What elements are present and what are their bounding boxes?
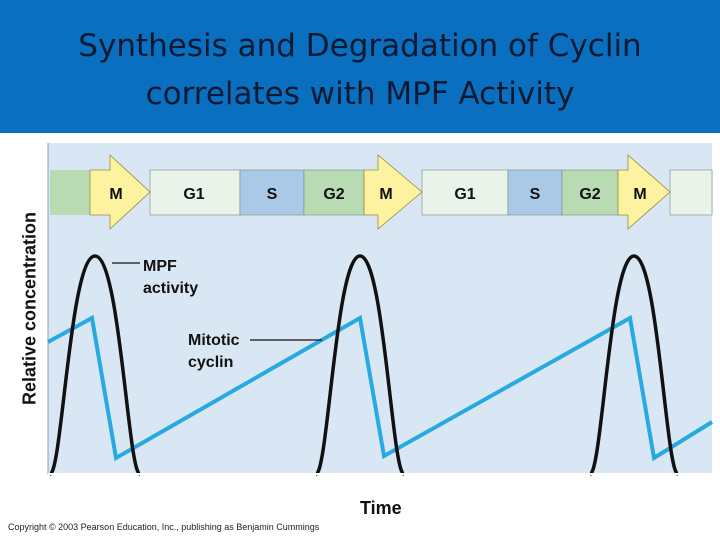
phase-label: M bbox=[109, 186, 123, 203]
phase-label: G1 bbox=[454, 186, 476, 203]
mpf-label-line-1: MPF bbox=[143, 258, 177, 275]
y-axis-label: Relative concentration bbox=[19, 211, 40, 406]
phase-label: G1 bbox=[183, 186, 205, 203]
phase-label: M bbox=[633, 186, 647, 203]
title-line-2: correlates with MPF Activity bbox=[145, 76, 575, 112]
title-line-1: Synthesis and Degradation of Cyclin bbox=[78, 28, 642, 64]
phase-label: M bbox=[379, 186, 393, 203]
phase-label: S bbox=[266, 186, 278, 203]
copyright-notice: Copyright © 2003 Pearson Education, Inc., publishing as Benjamin Cummings bbox=[8, 522, 320, 532]
phase-band-g1-3 bbox=[670, 170, 712, 215]
phase-label: G2 bbox=[323, 186, 345, 203]
phase-band-leading-g2 bbox=[50, 170, 90, 215]
phase-label: G2 bbox=[579, 186, 601, 203]
mpf-label-line-2: activity bbox=[143, 280, 199, 297]
cyclin-label-line-1: Mitotic bbox=[188, 332, 240, 349]
phase-label: S bbox=[529, 186, 541, 203]
x-axis-label: Time bbox=[360, 498, 402, 518]
cyclin-label-line-2: cyclin bbox=[188, 354, 234, 371]
